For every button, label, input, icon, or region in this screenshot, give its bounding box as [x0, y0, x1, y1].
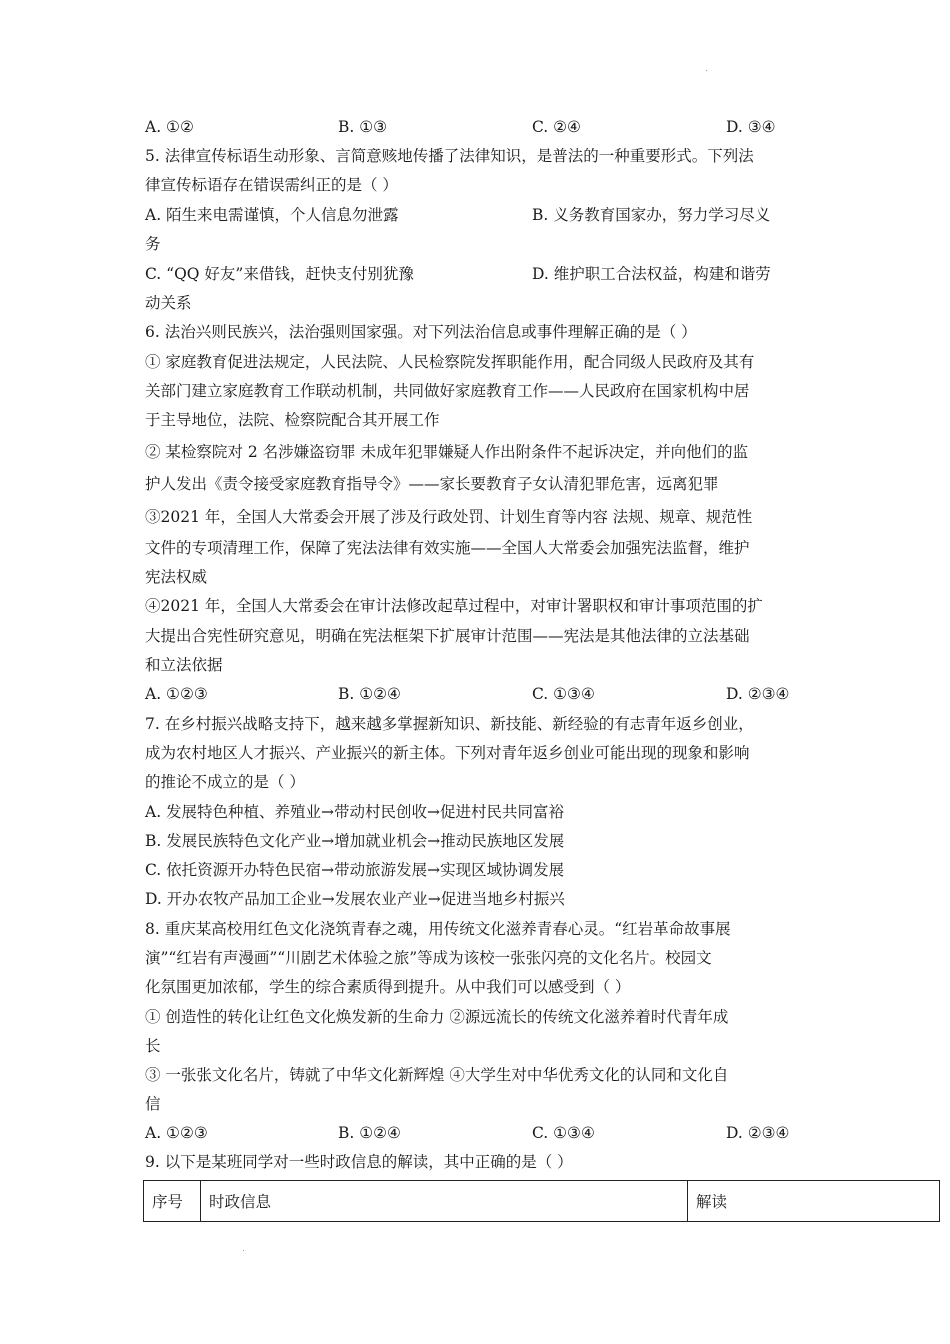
q8-option-b: B. ①②④: [338, 1124, 401, 1142]
q8-option-a: A. ①②③: [145, 1124, 208, 1142]
scan-speck: [706, 70, 707, 71]
q5-option-b: B. 义务教育国家办，努力学习尽义: [532, 206, 771, 224]
q4-option-d: D. ③④: [726, 118, 776, 136]
q6-stem: 6. 法治兴则民族兴，法治强则国家强。对下列法治信息或事件理解正确的是（ ）: [145, 323, 697, 341]
q8-option-d: D. ②③④: [726, 1124, 790, 1142]
q5-option-b-continued: 务: [145, 235, 161, 253]
q8-item-line: ③ 一张张文化名片，铸就了中华文化新辉煌 ④大学生对中华优秀文化的认同和文化自: [145, 1066, 729, 1084]
q8-item-line: ① 创造性的转化让红色文化焕发新的生命力 ②源远流长的传统文化滋养着时代青年成: [145, 1008, 729, 1026]
q5-option-d-continued: 动关系: [145, 294, 192, 312]
q5-stem-line-1: 5. 法律宣传标语生动形象、言简意赅地传播了法律知识，是普法的一种重要形式。下列法: [145, 147, 754, 165]
q6-option-d: D. ②③④: [726, 685, 790, 703]
q6-option-a: A. ①②③: [145, 685, 208, 703]
table-header-index: 序号: [144, 1181, 201, 1222]
q4-option-a: A. ①②: [145, 118, 194, 136]
q6-item-line: 护人发出《责令接受家庭教育指导令》——家长要教育子女认清犯罪危害，远离犯罪: [145, 475, 719, 493]
q6-item-line: 和立法依据: [145, 656, 223, 674]
q5-stem-line-2: 律宣传标语存在错误需纠正的是（ ）: [145, 176, 398, 194]
q6-item-line: ② 某检察院对 2 名涉嫌盗窃罪 未成年犯罪嫌疑人作出附条件不起诉决定，并向他们的监: [145, 443, 749, 461]
q7-stem-line-3: 的推论不成立的是（ ）: [145, 773, 305, 791]
q8-item-line: 长: [145, 1037, 161, 1055]
table-header-interpretation: 解读: [688, 1181, 940, 1222]
q6-option-c: C. ①③④: [532, 685, 595, 703]
q7-option-b: B. 发展民族特色文化产业→增加就业机会→推动民族地区发展: [145, 832, 565, 850]
q6-item-line: 于主导地位，法院、检察院配合其开展工作: [145, 411, 440, 429]
q6-item-line: 大提出合宪性研究意见，明确在宪法框架下扩展审计范围——宪法是其他法律的立法基础: [145, 627, 750, 645]
q7-stem-line-2: 成为农村地区人才振兴、产业振兴的新主体。下列对青年返乡创业可能出现的现象和影响: [145, 744, 750, 762]
q9-table: [143, 1180, 940, 1222]
q9-stem: 9. 以下是某班同学对一些时政信息的解读，其中正确的是（ ）: [145, 1153, 573, 1171]
q5-option-d: D. 维护职工合法权益，构建和谐劳: [532, 265, 771, 283]
table-header-info: 时政信息: [201, 1181, 688, 1222]
q6-option-b: B. ①②④: [338, 685, 401, 703]
q6-item-line: ③2021 年，全国人大常委会开展了涉及行政处罚、计划生育等内容 法规、规章、规范性: [145, 508, 753, 526]
q4-option-c: C. ②④: [532, 118, 581, 136]
q5-option-a: A. 陌生来电需谨慎，个人信息勿泄露: [145, 206, 399, 224]
q6-item-line: ④2021 年，全国人大常委会在审计法修改起草过程中，对审计署职权和审计事项范围的扩: [145, 597, 763, 615]
q8-stem-line-1: 8. 重庆某高校用红色文化浇筑青春之魂，用传统文化滋养青春心灵。“红岩革命故事展: [145, 920, 731, 938]
q8-option-c: C. ①③④: [532, 1124, 595, 1142]
q8-stem-line-2: 演”“红岩有声漫画”“川剧艺术体验之旅”等成为该校一张张闪亮的文化名片。校园文: [145, 949, 712, 967]
q5-option-c: C. “QQ 好友”来借钱，赶快支付别犹豫: [145, 265, 414, 283]
q6-item-line: 宪法权威: [145, 568, 208, 586]
q6-item-line: 关部门建立家庭教育工作联动机制，共同做好家庭教育工作——人民政府在国家机构中居: [145, 382, 750, 400]
table-header-row: [144, 1181, 940, 1222]
q7-stem-line-1: 7. 在乡村振兴战略支持下，越来越多掌握新知识、新技能、新经验的有志青年返乡创业，: [145, 715, 754, 733]
scan-speck: [243, 1250, 244, 1251]
q8-stem-line-3: 化氛围更加浓郁，学生的综合素质得到提升。从中我们可以感受到（ ）: [145, 978, 631, 996]
q7-option-d: D. 开办农牧产品加工企业→发展农业产业→促进当地乡村振兴: [145, 890, 565, 908]
q8-item-line: 信: [145, 1095, 161, 1113]
q7-option-a: A. 发展特色种植、养殖业→带动村民创收→促进村民共同富裕: [145, 803, 565, 821]
q7-option-c: C. 依托资源开办特色民宿→带动旅游发展→实现区域协调发展: [145, 861, 565, 879]
q6-item-line: ① 家庭教育促进法规定，人民法院、人民检察院发挥职能作用，配合同级人民政府及其有: [145, 353, 755, 371]
q4-option-b: B. ①③: [338, 118, 388, 136]
q6-item-line: 文件的专项清理工作，保障了宪法法律有效实施——全国人大常委会加强宪法监督，维护: [145, 539, 750, 557]
